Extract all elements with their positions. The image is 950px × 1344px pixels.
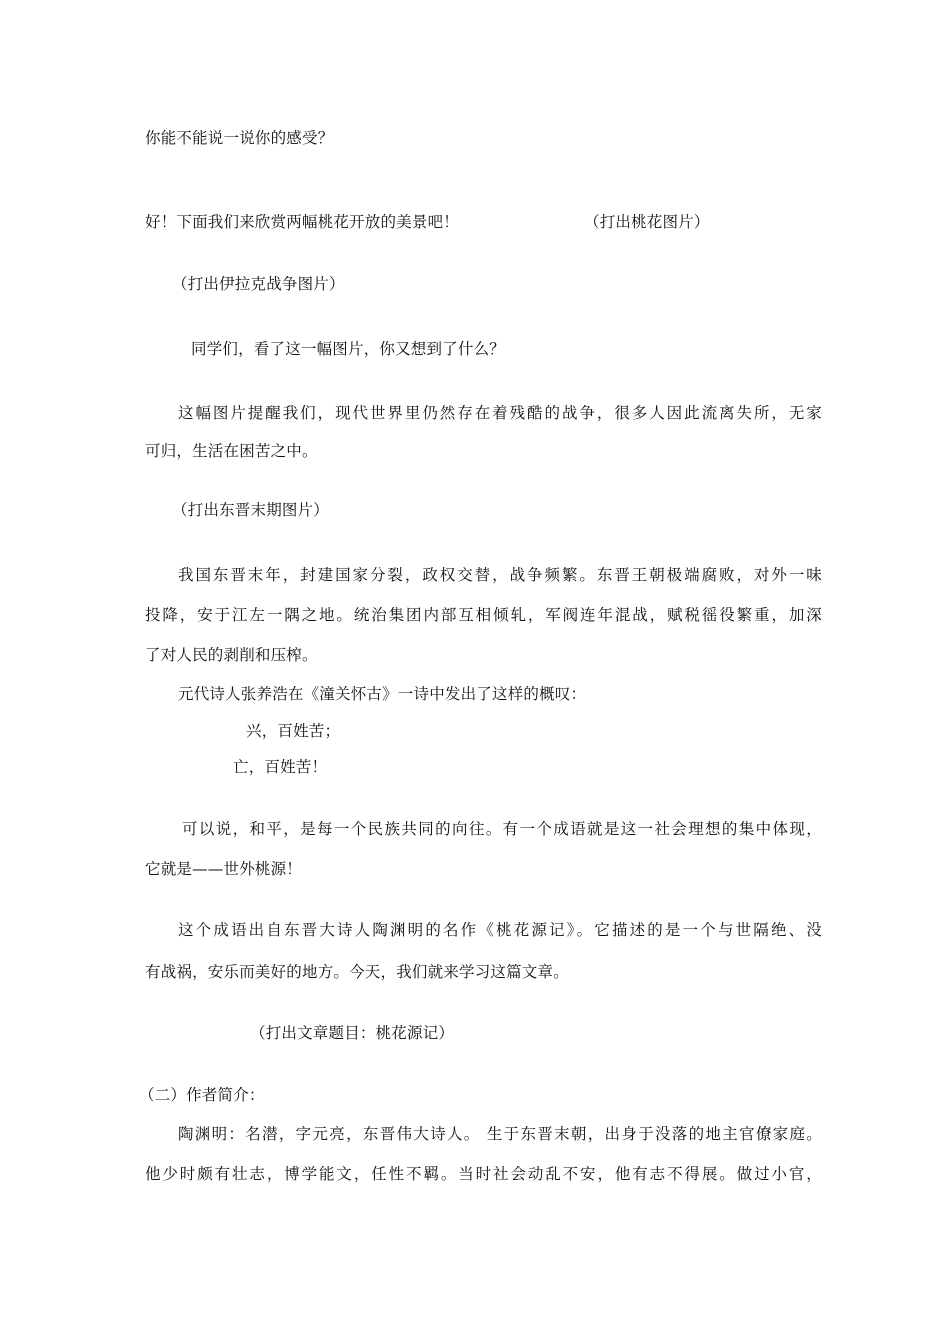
text-line: 我国东晋末年，封建国家分裂，政权交替，战争频繁。东晋王朝极端腐败，对外一味 [178,566,822,584]
text-line: 它就是——世外桃源！ [145,860,303,878]
text-line: 了对人民的剥削和压榨。 [145,646,318,664]
text-line: 可归，生活在困苦之中。 [145,442,318,460]
text-line: 陶渊明：名潜，字元亮，东晋伟大诗人。 生于东晋末朝，出身于没落的地主官僚家庭。 [178,1125,822,1143]
text-line: 可以说，和平，是每一个民族共同的向往。有一个成语就是这一社会理想的集中体现， [182,820,822,838]
image-cue: （打出桃花图片） [584,213,710,231]
image-cue: （打出伊拉克战争图片） [172,275,345,293]
text-line: 投降，安于江左一隅之地。统治集团内部互相倾轧，军阀连年混战，赋税徭役繁重，加深 [145,606,822,624]
text-line: 他少时颇有壮志，博学能文，任性不羁。当时社会动乱不安，他有志不得展。做过小官， [145,1165,822,1183]
text-line: 同学们，看了这一幅图片，你又想到了什么？ [191,340,506,358]
text-line: 好！下面我们来欣赏两幅桃花开放的美景吧！ [145,213,460,231]
text-line: 你能不能说一说你的感受？ [145,129,334,147]
text-line: 这个成语出自东晋大诗人陶渊明的名作《桃花源记》。它描述的是一个与世隔绝、没 [178,921,822,939]
image-cue: （打出文章题目：桃花源记） [250,1024,455,1042]
text-line: 这幅图片提醒我们，现代世界里仍然存在着残酷的战争，很多人因此流离失所，无家 [178,404,822,422]
poem-line: 兴，百姓苦； [246,722,341,740]
text-line: 元代诗人张养浩在《潼关怀古》一诗中发出了这样的概叹： [178,685,587,703]
section-heading: （二）作者简介： [139,1086,265,1104]
text-line: 有战祸，安乐而美好的地方。今天，我们就来学习这篇文章。 [145,963,569,981]
poem-line: 亡，百姓苦！ [233,758,328,776]
image-cue: （打出东晋末期图片） [172,501,330,519]
